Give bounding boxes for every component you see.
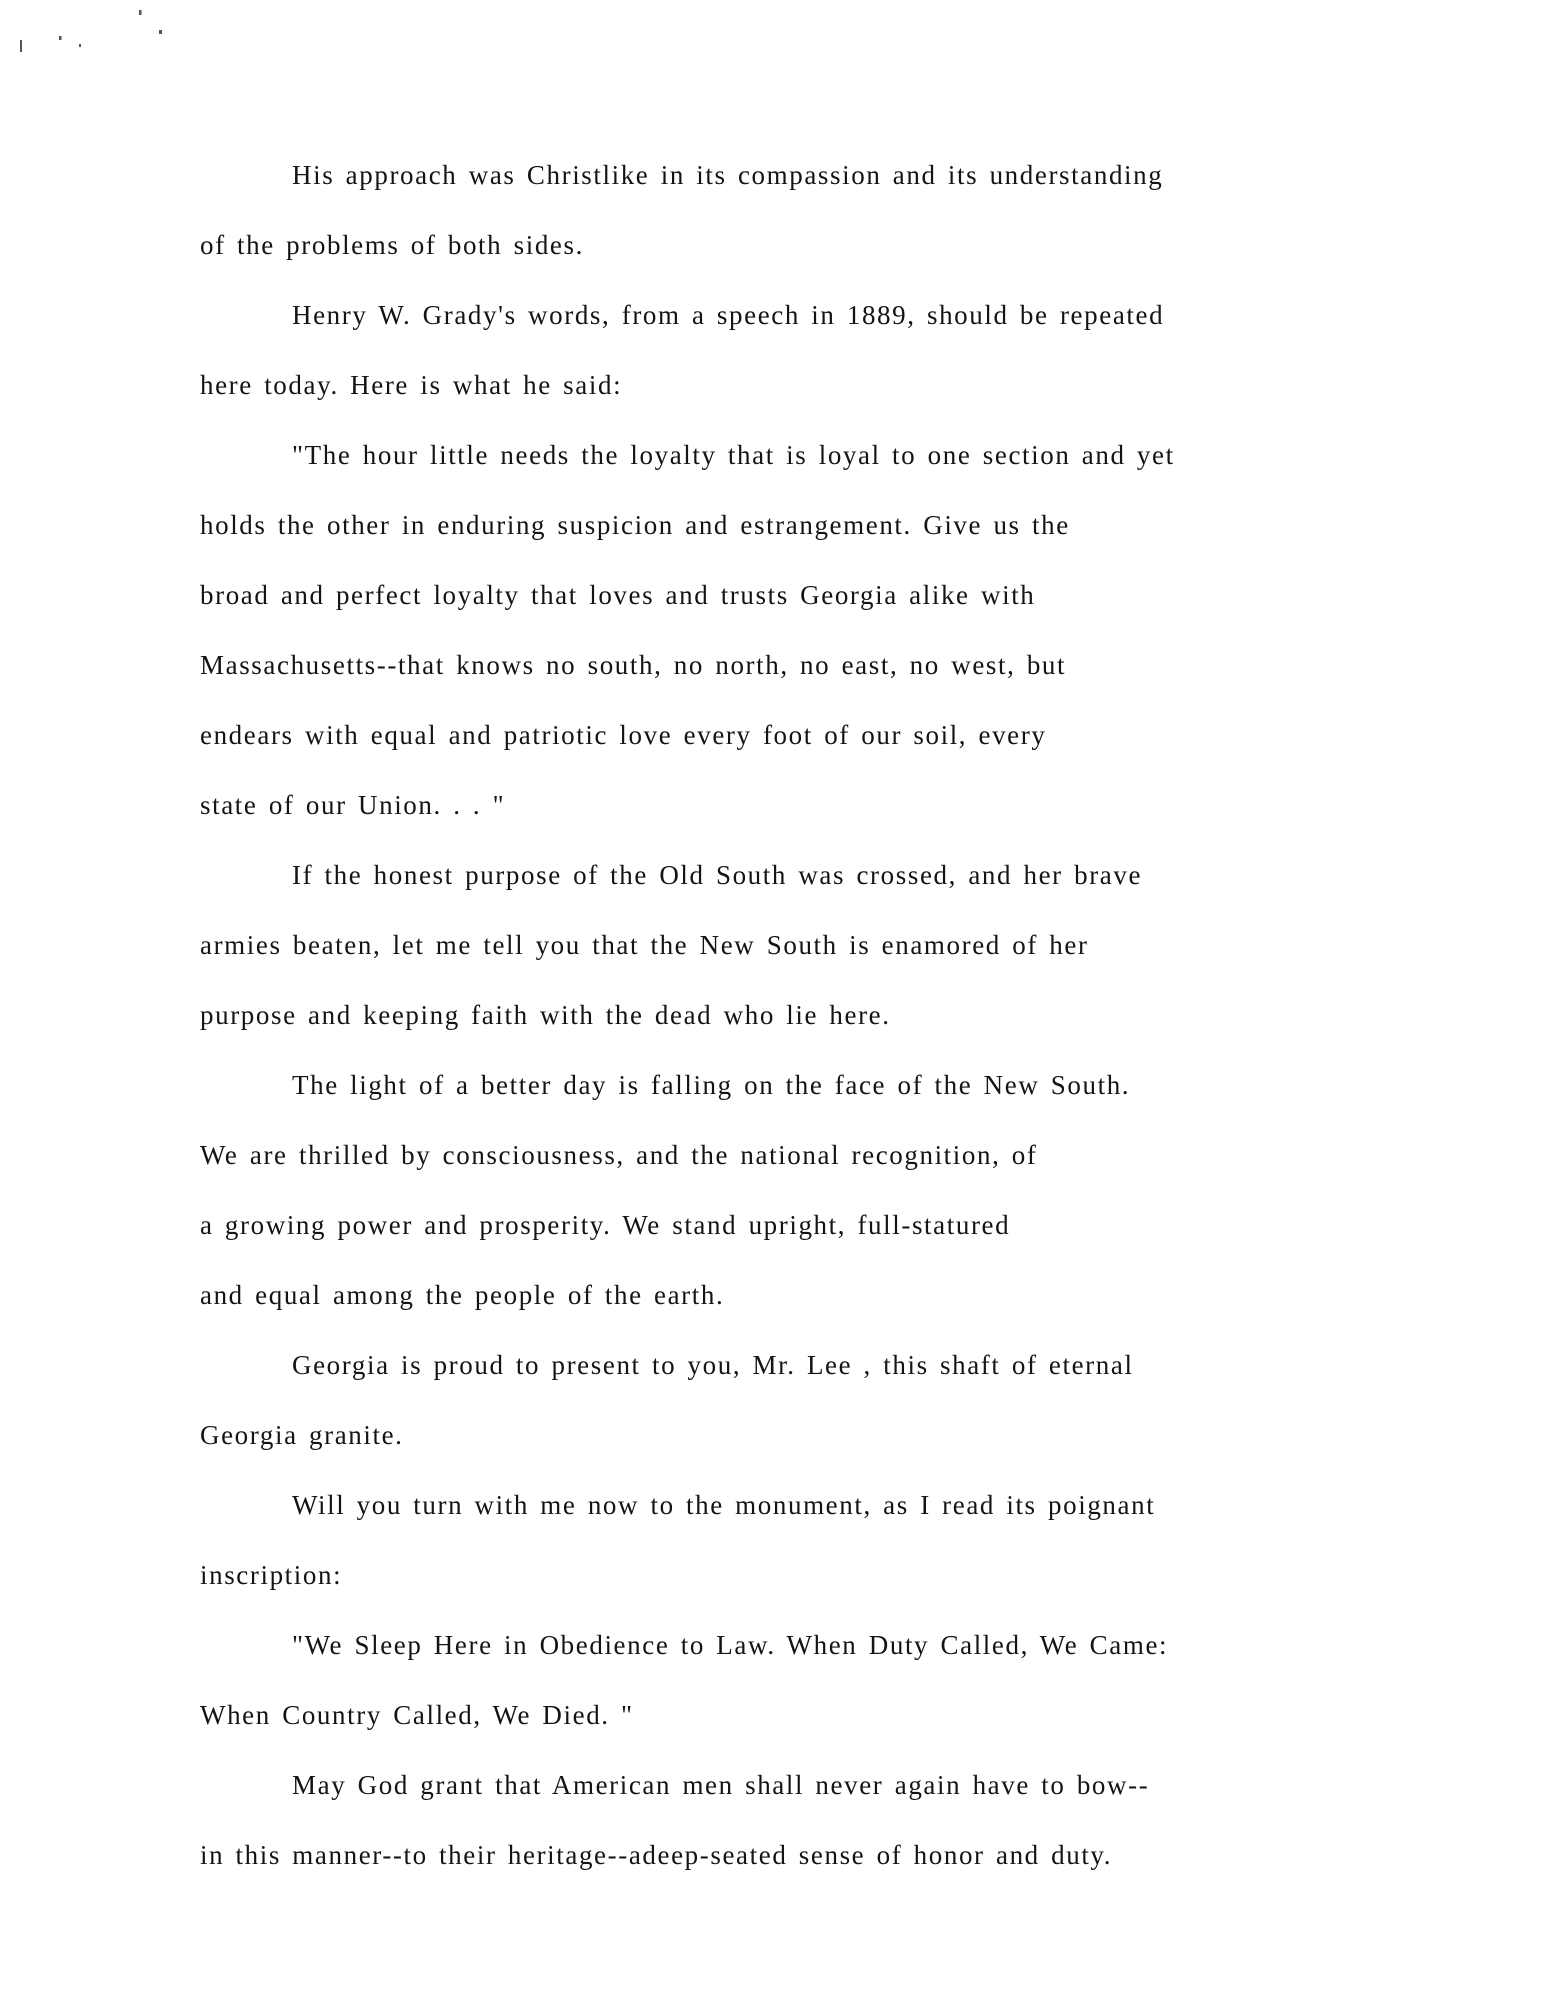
paragraph-monument: Will you turn with me now to the monument, as I read its poignant inscription: (200, 1490, 1156, 1590)
body-text (200, 140, 1370, 1890)
scan-specks (0, 0, 200, 80)
paragraph-presentation: Georgia is proud to present to you, Mr. Lee , this shaft of eternal Georgia granite. (200, 1350, 1134, 1450)
paragraph-new-south: The light of a better day is falling on the face of the New South. We are thrilled by consciousness, and the national recognition, of a growing power and prosperity. We stand upright, full-statured and equal among the people of the earth. (200, 1070, 1131, 1310)
paragraph-old-south: If the honest purpose of the Old South was crossed, and her brave armies beaten, let me tell you that the New South is enamored of her purpose and keeping faith with the dead who lie here. (200, 860, 1143, 1030)
paragraph-inscription: "We Sleep Here in Obedience to Law. When Duty Called, We Came: When Country Called, We Died. " (200, 1630, 1169, 1730)
scan-speck (59, 36, 62, 40)
scan-speck (79, 44, 81, 47)
scan-speck (159, 30, 162, 34)
scan-speck (20, 40, 22, 52)
paragraph-grady-quote: "The hour little needs the loyalty that is loyal to one section and yet holds the other in enduring suspicion and estrangement. Give us the broad and perfect loyalty that loves and trusts Georgia alike with Massachusetts--that knows no south, no north, no east, no west, but endears with equal and patriotic love every foot of our soil, every state of our Union. . . " (200, 440, 1175, 820)
paragraph-approach: His approach was Christlike in its compassion and its understanding of the problems of both sides. (200, 160, 1164, 260)
paragraph-grady-intro: Henry W. Grady's words, from a speech in 1889, should be repeated here today. Here is what he said: (200, 300, 1165, 400)
paragraph-closing: May God grant that American men shall never again have to bow-- in this manner--to their heritage--adeep-seated sense of honor and duty. (200, 1770, 1150, 1870)
scan-speck (139, 10, 142, 15)
